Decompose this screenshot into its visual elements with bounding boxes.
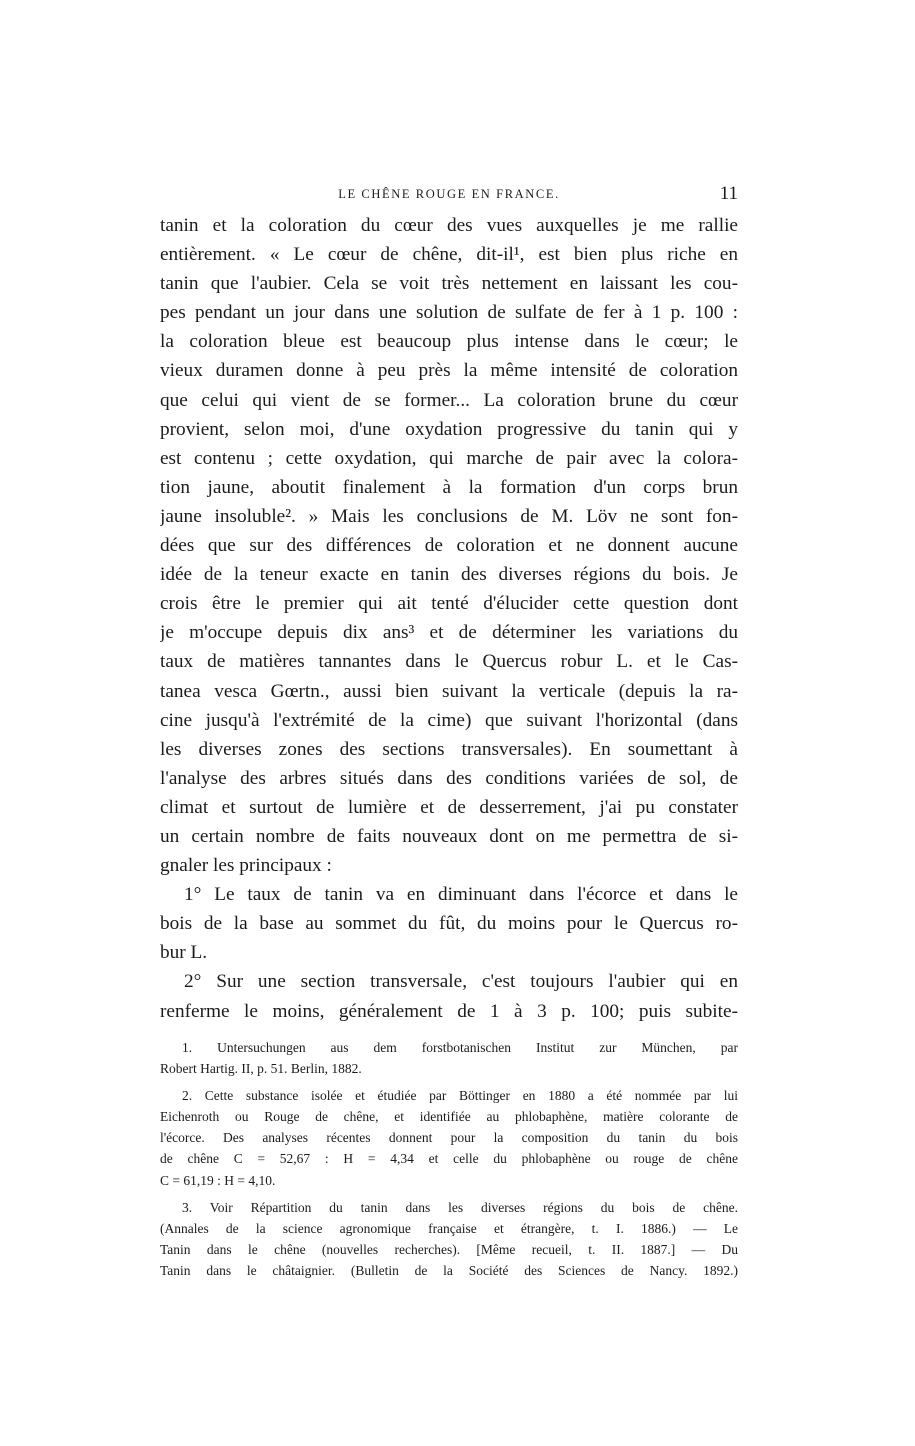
text-line: cine jusqu'à l'extrémité de la cime) que suivant l'horizontal (dans xyxy=(160,709,738,731)
text-line: je m'occupe depuis dix ans³ et de déterminer les variations du xyxy=(160,622,738,644)
text-line: provient, selon moi, d'une oxydation progressive du tanin qui y xyxy=(160,418,738,440)
footnote-line: C = 61,19 : H = 4,10. xyxy=(160,1172,276,1188)
text-line: un certain nombre de faits nouveaux dont on me permettra de si- xyxy=(160,825,738,847)
text-line: dées que sur des différences de coloration et ne donnent aucune xyxy=(160,535,738,557)
text-line: renferme le moins, généralement de 1 à 3 p. 100; puis subite- xyxy=(160,1000,738,1022)
text-line: 2° Sur une section transversale, c'est toujours l'aubier qui en xyxy=(184,971,738,993)
text-line: pes pendant un jour dans une solution de sulfate de fer à 1 p. 100 : xyxy=(160,302,738,324)
text-line: 1° Le taux de tanin va en diminuant dans l'écorce et dans le xyxy=(184,884,738,906)
text-line: entièrement. « Le cœur de chêne, dit-il¹, est bien plus riche en xyxy=(160,244,738,266)
text-line: gnaler les principaux : xyxy=(160,855,332,877)
text-line: jaune insoluble². » Mais les conclusions de M. Löv ne sont fon- xyxy=(160,505,738,527)
text-line: climat et surtout de lumière et de desserrement, j'ai pu constater xyxy=(160,796,738,818)
text-line: bur L. xyxy=(160,942,208,964)
footnote-line: (Annales de la science agronomique française et étrangère, t. I. 1886.) — Le xyxy=(160,1220,738,1236)
text-line: tanea vesca Gœrtn., aussi bien suivant la verticale (depuis la ra- xyxy=(160,680,738,702)
text-line: bois de la base au sommet du fût, du moins pour le Quercus ro- xyxy=(160,913,738,935)
main-text xyxy=(160,211,738,1026)
footnote-line: l'écorce. Des analyses récentes donnent pour la composition du tanin du bois xyxy=(160,1130,738,1146)
text-line: les diverses zones des sections transversales). En soumettant à xyxy=(160,738,738,760)
footnotes xyxy=(160,1037,738,1281)
footnote-line: Tanin dans le chêne (nouvelles recherches). [Même recueil, t. II. 1887.] — Du xyxy=(160,1241,738,1257)
footnote-line: 1. Untersuchungen aus dem forstbotanischen Institut zur München, par xyxy=(182,1040,738,1055)
running-header xyxy=(160,183,738,205)
text-line: idée de la teneur exacte en tanin des diverses régions du bois. Je xyxy=(160,564,738,586)
text-line: taux de matières tannantes dans le Quercus robur L. et le Cas- xyxy=(160,651,738,673)
text-line: tion jaune, aboutit finalement à la formation d'un corps brun xyxy=(160,476,738,498)
text-line: la coloration bleue est beaucoup plus intense dans le cœur; le xyxy=(160,331,738,353)
text-line: vieux duramen donne à peu près la même intensité de coloration xyxy=(160,360,738,382)
text-line: tanin et la coloration du cœur des vues auxquelles je me rallie xyxy=(160,215,738,236)
text-line: crois être le premier qui ait tenté d'élucider cette question dont xyxy=(160,593,738,615)
text-line: l'analyse des arbres situés dans des conditions variées de sol, de xyxy=(160,767,738,789)
footnote-line: Robert Hartig. II, p. 51. Berlin, 1882. xyxy=(160,1061,362,1077)
page-number: 11 xyxy=(719,183,738,204)
running-title: LE CHÊNE ROUGE EN FRANCE. xyxy=(338,187,560,201)
text-line: tanin que l'aubier. Cela se voit très nettement en laissant les cou- xyxy=(160,273,738,295)
text-line: que celui qui vient de se former... La coloration brune du cœur xyxy=(160,389,738,411)
text-line: est contenu ; cette oxydation, qui marche de pair avec la colora- xyxy=(160,447,738,469)
footnote-line: de chêne C = 52,67 : H = 4,34 et celle du phlobaphène ou rouge de chêne xyxy=(160,1151,738,1167)
footnote-line: 3. Voir Répartition du tanin dans les diverses régions du bois de chêne. xyxy=(182,1199,738,1215)
footnote-line: Eichenroth ou Rouge de chêne, et identifiée au phlobaphène, matière colorante de xyxy=(160,1109,738,1125)
footnote-line: Tanin dans le châtaignier. (Bulletin de la Société des Sciences de Nancy. 1892.) xyxy=(160,1262,738,1278)
footnote-line: 2. Cette substance isolée et étudiée par Böttinger en 1880 a été nommée par lui xyxy=(182,1088,738,1104)
